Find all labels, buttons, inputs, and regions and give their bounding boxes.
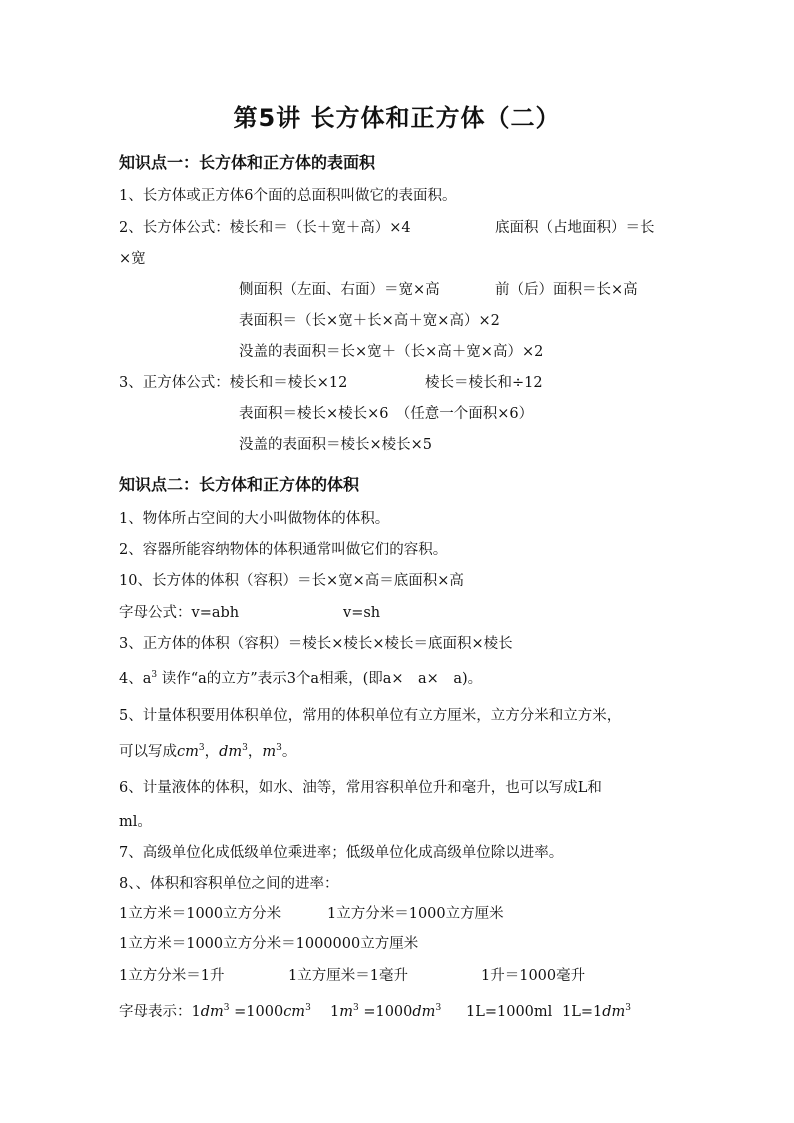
text-line: 1、物体所占空间的大小叫做物体的体积。	[119, 511, 390, 527]
superscript: 3	[276, 743, 282, 754]
text-line: 3、正方体公式：棱长和＝棱长×12	[119, 375, 348, 391]
text-span: ，	[247, 744, 263, 760]
text-line: 8、、体积和容积单位之间的进率：	[119, 876, 339, 892]
text-line: 棱长＝棱长和÷12	[425, 375, 543, 391]
text-line: 前（后）面积＝长×高	[495, 282, 638, 298]
text-line: 1立方分米＝1000立方厘米	[327, 906, 504, 922]
unit-cm: cm	[177, 744, 199, 760]
text-line: 表面积＝（长×宽＋长×高＋宽×高）×2	[239, 313, 500, 329]
text-line: ml。	[119, 814, 152, 830]
text-line: 2、长方体公式：棱长和＝（长＋宽＋高）×4	[119, 220, 411, 236]
text-line: 2、容器所能容纳物体的体积通常叫做它们的容积。	[119, 542, 448, 558]
text-span: 1L=1	[562, 1004, 603, 1020]
text-line: 1升＝1000毫升	[481, 968, 586, 984]
text-span: 1	[330, 1004, 340, 1020]
unit-cm: cm	[283, 1004, 306, 1020]
text-line: 6、计量液体的体积，如水、油等，常用容积单位升和毫升，也可以写成L和	[119, 780, 602, 796]
text-line	[562, 1002, 631, 1022]
text-span: =1000	[358, 1004, 413, 1020]
superscript: 3	[625, 1003, 632, 1014]
text-line: 5、计量体积要用体积单位，常用的体积单位有立方厘米，立方分米和立方米，	[119, 708, 622, 724]
math-variable: a	[142, 671, 152, 687]
superscript: 3	[352, 1003, 359, 1014]
text-line: 3、正方体的体积（容积）＝棱长×棱长×棱长＝底面积×棱长	[119, 636, 513, 652]
text-line: 没盖的表面积＝长×宽＋（长×高＋宽×高）×2	[239, 344, 544, 360]
superscript: 3	[151, 670, 158, 681]
unit-m: m	[339, 1004, 353, 1020]
text-line	[119, 669, 482, 689]
text-line: 表面积＝棱长×棱长×6 （任意一个面积×6）	[239, 406, 534, 422]
text-line: v=sh	[343, 605, 381, 621]
text-line: 1立方米＝1000立方分米＝1000000立方厘米	[119, 936, 419, 952]
superscript: 3	[435, 1003, 442, 1014]
superscript: 3	[305, 1003, 311, 1014]
text-line: 侧面积（左面、右面）＝宽×高	[239, 282, 440, 298]
text-line: 1立方分米＝1升	[119, 968, 225, 984]
text-line	[119, 1002, 311, 1022]
text-line	[330, 1002, 441, 1022]
text-span: 读作“a的立方”表示3个a相乘，(即a× a× a)。	[157, 671, 483, 687]
text-span: 可以写成	[119, 744, 177, 760]
text-span: ，	[204, 744, 220, 760]
text-span: =1000	[229, 1004, 284, 1020]
unit-dm: dm	[219, 744, 243, 760]
text-span: 。	[281, 744, 297, 760]
text-line: 1L=1000ml	[466, 1004, 553, 1020]
text-span: 字母表示：	[119, 1004, 192, 1020]
text-span: 1	[191, 1004, 201, 1020]
superscript: 3	[242, 743, 248, 754]
text-line: 10、长方体的体积（容积）＝长×宽×高＝底面积×高	[119, 573, 464, 589]
superscript: 3	[198, 743, 205, 754]
text-line: 1立方厘米＝1毫升	[288, 968, 408, 984]
unit-dm: dm	[412, 1004, 436, 1020]
section-heading-surface-area: 知识点一：长方体和正方体的表面积	[119, 153, 376, 172]
text-line: 1、长方体或正方体6个面的总面积叫做它的表面积。	[119, 188, 457, 204]
text-line: 底面积（占地面积）＝长	[495, 220, 655, 236]
section-heading-volume: 知识点二：长方体和正方体的体积	[119, 475, 360, 494]
text-line: 没盖的表面积＝棱长×棱长×5	[239, 437, 433, 453]
text-line: ×宽	[119, 251, 146, 267]
page-title: 第5讲 长方体和正方体（二）	[233, 104, 561, 132]
text-span: 4、	[119, 671, 143, 687]
unit-m: m	[262, 744, 277, 760]
text-line: 字母公式：v=abh	[119, 605, 240, 621]
text-line: 1立方米＝1000立方分米	[119, 906, 282, 922]
text-line	[119, 742, 296, 762]
unit-dm: dm	[602, 1004, 626, 1020]
superscript: 3	[223, 1003, 230, 1014]
text-line: 7、高级单位化成低级单位乘进率；低级单位化成高级单位除以进率。	[119, 845, 564, 861]
unit-dm: dm	[200, 1004, 224, 1020]
